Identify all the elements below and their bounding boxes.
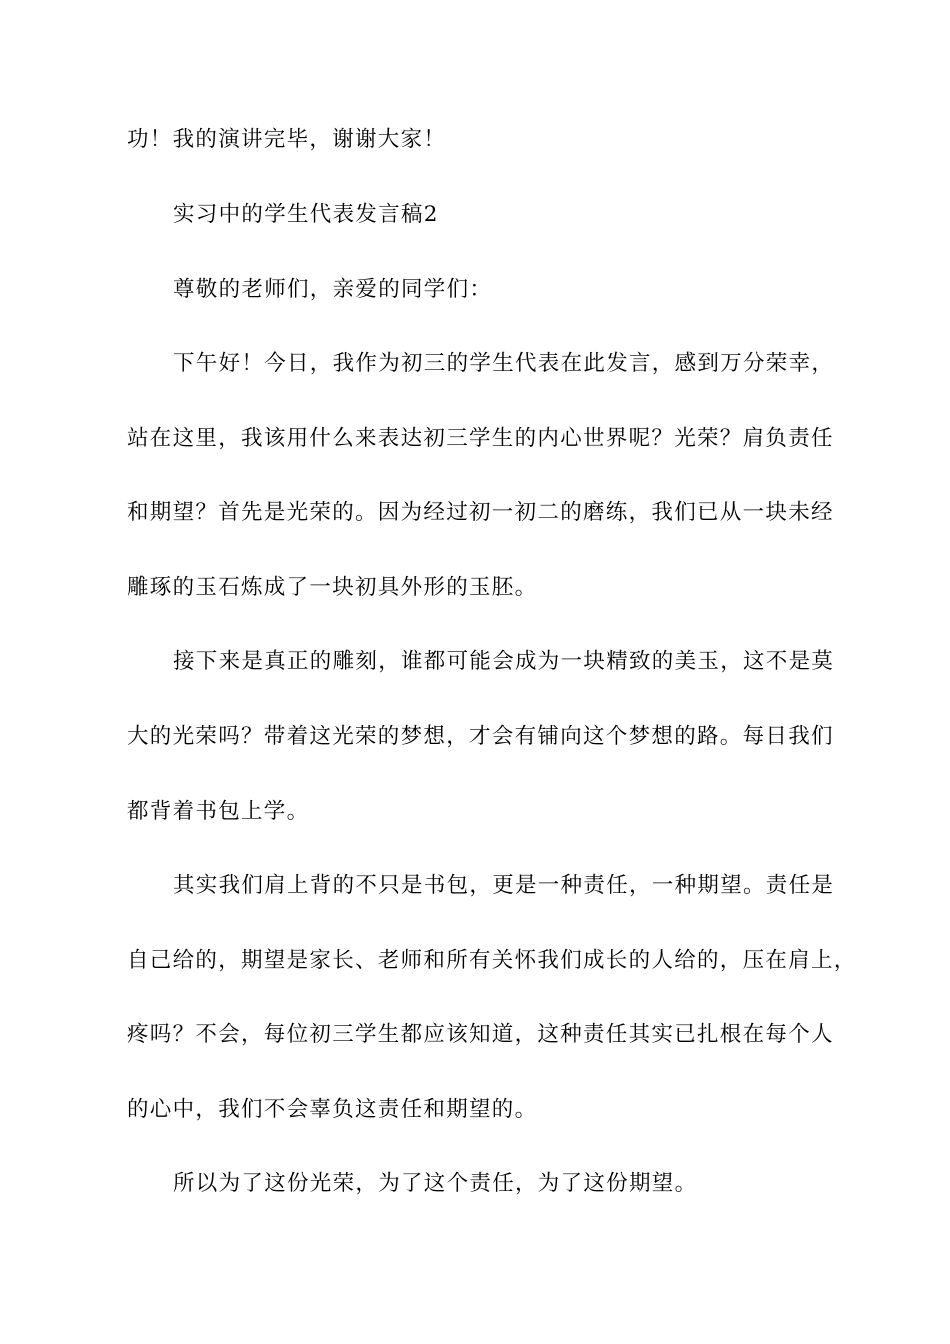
text-line: 其实我们肩上背的不只是书包，更是一种责任，一种期望。责任是	[173, 873, 835, 898]
text-line: 站在这里，我该用什么来表达初三学生的内心世界呢？光荣？肩负责任	[127, 426, 834, 451]
section-heading: 实习中的学生代表发言稿2	[173, 202, 439, 227]
text-line: 接下来是真正的雕刻，谁都可能会成为一块精致的美玉，这不是莫	[173, 649, 835, 674]
text-line: 功！我的演讲完毕，谢谢大家！	[127, 127, 447, 152]
text-line: 疼吗？不会，每位初三学生都应该知道，这种责任其实已扎根在每个人	[127, 1022, 834, 1047]
text-line: 下午好！今日，我作为初三的学生代表在此发言，感到万分荣幸，	[173, 351, 835, 376]
text-line: 的心中，我们不会辜负这责任和期望的。	[127, 1097, 538, 1122]
text-line: 和期望？首先是光荣的。因为经过初一初二的磨练，我们已从一块未经	[127, 500, 834, 525]
text-line: 自己给的，期望是家长、老师和所有关怀我们成长的人给的，压在肩上，	[127, 948, 857, 973]
text-line: 雕琢的玉石炼成了一块初具外形的玉胚。	[127, 575, 538, 600]
text-line: 大的光荣吗？带着这光荣的梦想，才会有铺向这个梦想的路。每日我们	[127, 724, 834, 749]
salutation-line: 尊敬的老师们，亲爱的同学们：	[173, 277, 493, 302]
text-line: 都背着书包上学。	[127, 799, 310, 824]
text-line: 所以为了这份光荣，为了这个责任，为了这份期望。	[173, 1171, 698, 1196]
